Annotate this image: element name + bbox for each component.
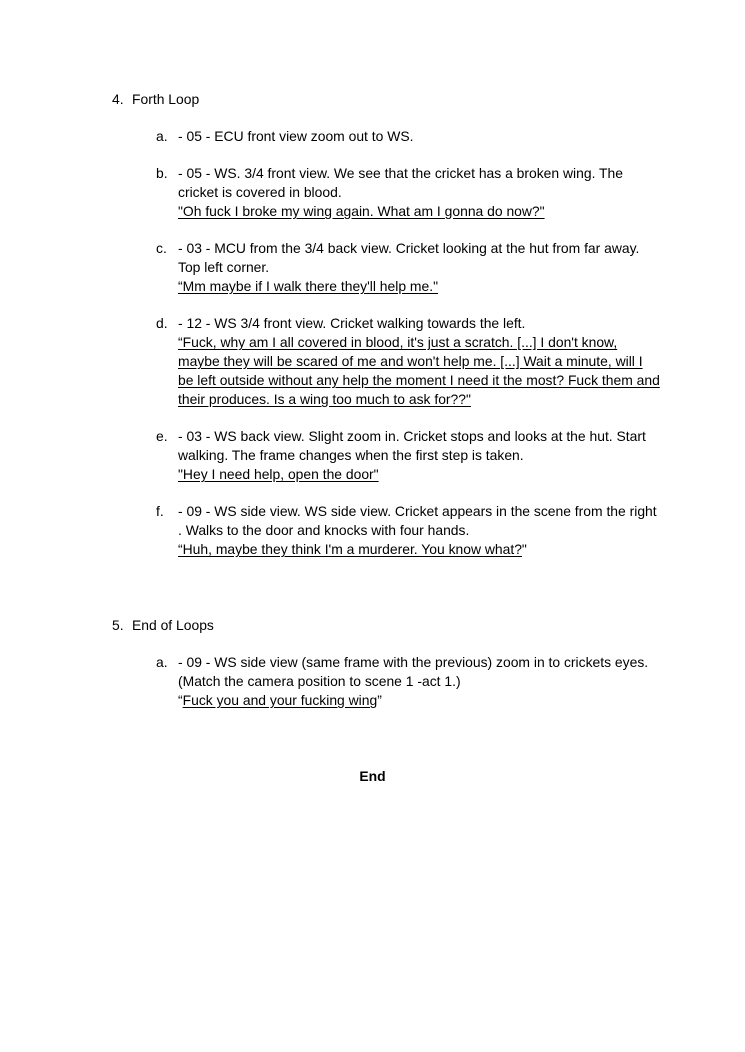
list-item-b	[0, 164, 660, 221]
item-text: - 03 - MCU from the 3/4 back view. Cricket looking at the hut from far away. Top left corner.	[178, 240, 640, 275]
item-letter: a.	[156, 654, 168, 670]
item-text: - 09 - WS side view. WS side view. Cricket appears in the scene from the right . Walks to the door and knocks with four hands.	[178, 503, 657, 538]
item-letter: e.	[156, 428, 168, 444]
item-letter: c.	[156, 240, 167, 256]
item-letter: a.	[156, 128, 168, 144]
section-number: 4.	[112, 91, 124, 107]
item-letter: d.	[156, 315, 168, 331]
item-text: - 12 - WS 3/4 front view. Cricket walking towards the left.	[178, 315, 526, 331]
section-heading	[0, 90, 745, 109]
section-title: Forth Loop	[132, 91, 200, 107]
dialogue-quote	[178, 333, 660, 409]
quote-underlined-text: "Hey I need help, open the door"	[178, 466, 379, 482]
section-number: 5.	[112, 617, 124, 633]
item-text: - 09 - WS side view (same frame with the previous) zoom in to crickets eyes. (Match the camera position to scene 1 -act 1.)	[178, 654, 649, 689]
item-text: - 05 - WS. 3/4 front view. We see that the cricket has a broken wing. The cricket is covered in blood.	[178, 165, 623, 200]
item-letter: b.	[156, 165, 168, 181]
list-item-a	[0, 127, 660, 146]
quote-prefix: “	[178, 692, 183, 708]
dialogue-quote	[178, 540, 660, 559]
quote-suffix: ”	[377, 692, 382, 708]
item-letter: f.	[156, 503, 164, 519]
section-heading	[0, 616, 745, 635]
list-item-a	[0, 653, 660, 710]
dialogue-quote	[178, 277, 660, 296]
section-title: End of Loops	[132, 617, 214, 633]
dialogue-quote	[178, 691, 660, 710]
quote-suffix: "	[521, 541, 527, 557]
item-text: - 03 - WS back view. Slight zoom in. Cricket stops and looks at the hut. Start walking. The frame changes when the first step is taken.	[178, 428, 646, 463]
list-item-c	[0, 239, 660, 296]
quote-underlined-text: “Mm maybe if I walk there they'll help me."	[178, 278, 439, 294]
section-end-of-loops	[0, 616, 745, 728]
section-forth-loop	[0, 90, 745, 577]
quote-underlined-text: "Oh fuck I broke my wing again. What am I gonna do now?"	[178, 203, 545, 219]
list-item-d	[0, 314, 660, 409]
item-text: - 05 - ECU front view zoom out to WS.	[178, 128, 414, 144]
end-label: End	[359, 768, 386, 784]
dialogue-quote	[178, 202, 660, 221]
quote-underlined-text: Fuck you and your fucking wing	[182, 692, 378, 708]
dialogue-quote	[178, 465, 660, 484]
list-item-f	[0, 502, 660, 559]
quote-underlined-text: “Fuck, why am I all covered in blood, it's just a scratch. [...] I don't know, maybe they will be scared of me and won't help me. [...] Wait a minute, will I be left outside without any help the moment I need it the most? Fuck them and their produces. Is a wing too much to ask for??"	[178, 334, 660, 407]
quote-underlined-text: “Huh, maybe they think I'm a murderer. You know what?	[178, 541, 522, 557]
list-item-e	[0, 427, 660, 484]
